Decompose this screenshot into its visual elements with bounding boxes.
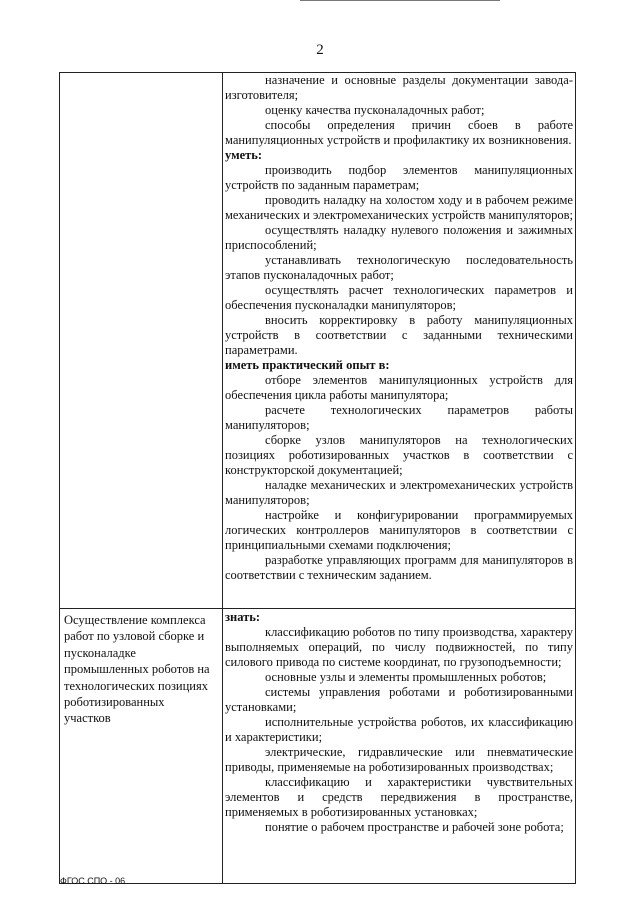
- activity-title-line: роботизированных: [64, 695, 165, 710]
- experience-heading: иметь практический опыт в:: [225, 358, 390, 372]
- experience-item: отборе элементов манипуляционных устройств для обеспечения цикла работы манипулятора;: [225, 373, 573, 402]
- row-divider: [60, 608, 575, 609]
- knowledge-heading: знать:: [225, 610, 261, 624]
- row2-content: [225, 610, 573, 835]
- skill-item: вносить корректировку в работу манипуляционных устройств в соответствии с заданными техническими параметрами.: [225, 313, 573, 357]
- experience-item: сборке узлов манипуляторов на технологических позициях роботизированных участков в соответствии с конструкторской документацией;: [225, 433, 573, 477]
- knowledge-item: классификацию роботов по типу производства, характеру выполняемых операций, по числу подвижностей, по типу силового привода по системе координат, по грузоподъемности;: [225, 625, 573, 669]
- activity-title: [64, 612, 218, 727]
- skill-item: проводить наладку на холостом ходу и в рабочем режиме механических и электромеханических устройств манипуляторов;: [225, 193, 573, 222]
- activity-title-line: пусконаладке: [64, 645, 136, 660]
- experience-item: расчете технологических параметров работы манипуляторов;: [225, 403, 573, 432]
- scan-top-line: [300, 0, 500, 1]
- competency-table: [59, 72, 576, 884]
- activity-title-line: промышленных роботов на: [64, 662, 210, 677]
- experience-item: настройке и конфигурировании программируемых логических контроллеров манипуляторов в соответствии с принципиальными схемами подключения;: [225, 508, 573, 552]
- skill-item: устанавливать технологическую последовательность этапов пусконаладочных работ;: [225, 253, 573, 282]
- knowledge-item: электрические, гидравлические или пневматические приводы, применяемые на роботизированных производствах;: [225, 745, 573, 774]
- activity-title-line: работ по узловой сборке и: [64, 629, 205, 644]
- experience-item: наладке механических и электромеханических устройств манипуляторов;: [225, 478, 573, 507]
- activity-title-line: участков: [64, 711, 111, 726]
- experience-item: разработке управляющих программ для манипуляторов в соответствии с техническим заданием.: [225, 553, 573, 582]
- skill-item: осуществлять расчет технологических параметров и обеспечения пусконаладки манипуляторов;: [225, 283, 573, 312]
- skill-item: производить подбор элементов манипуляционных устройств по заданным параметрам;: [225, 163, 573, 192]
- knowledge-item: способы определения причин сбоев в работе манипуляционных устройств и профилактику их возникновения.: [225, 118, 573, 147]
- skill-item: осуществлять наладку нулевого положения и зажимных приспособлений;: [225, 223, 573, 252]
- knowledge-item: назначение и основные разделы документации завода-изготовителя;: [225, 73, 573, 102]
- skills-heading: уметь:: [225, 148, 263, 162]
- knowledge-item: основные узлы и элементы промышленных роботов;: [265, 670, 547, 684]
- column-divider: [222, 73, 223, 883]
- knowledge-item: исполнительные устройства роботов, их классификацию и характеристики;: [225, 715, 573, 744]
- knowledge-item: понятие о рабочем пространстве и рабочей зоне робота;: [265, 820, 564, 834]
- knowledge-item: оценку качества пусконаладочных работ;: [265, 103, 485, 117]
- page-number: 2: [316, 42, 324, 58]
- row1-content: [225, 73, 573, 583]
- activity-title-line: Осуществление комплекса: [64, 613, 206, 627]
- document-footer: ФГОС СПО - 06: [60, 876, 126, 886]
- knowledge-item: системы управления роботами и роботизированными установками;: [225, 685, 573, 714]
- knowledge-item: классификацию и характеристики чувствительных элементов и средств передвижения в пространстве, применяемых в роботизированных установках;: [225, 775, 573, 819]
- activity-title-line: технологических позициях: [64, 678, 208, 693]
